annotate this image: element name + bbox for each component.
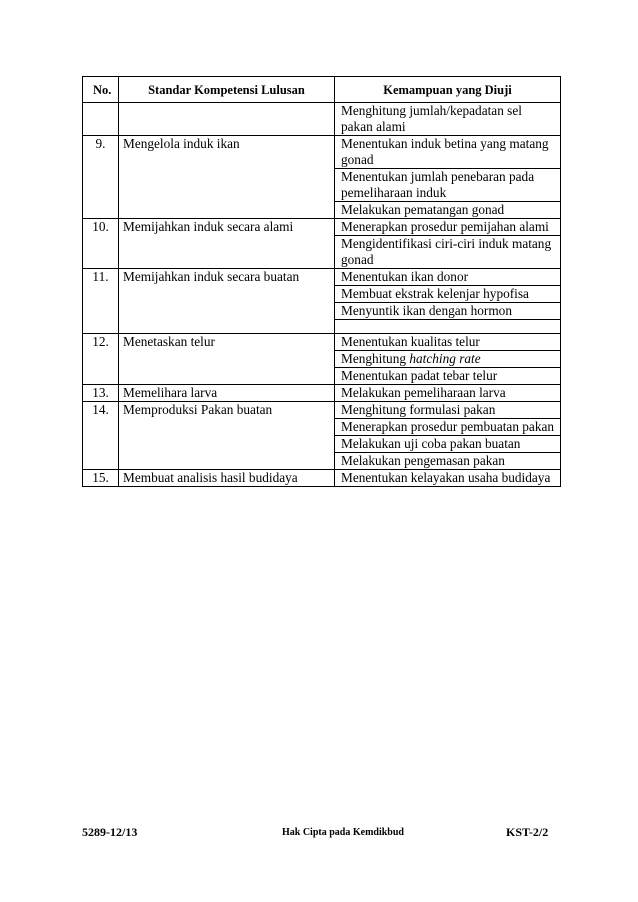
cell-kemampuan: Melakukan pematangan gonad <box>335 202 561 219</box>
cell-kemampuan: Menyuntik ikan dengan hormon <box>335 303 561 320</box>
cell-kemampuan: Melakukan pemeliharaan larva <box>335 385 561 402</box>
table-row <box>83 136 561 169</box>
cell-no: 13. <box>83 385 119 402</box>
cell-kemampuan: Mengidentifikasi ciri-ciri induk matang gonad <box>335 236 561 269</box>
cell-no <box>83 286 119 303</box>
cell-kemampuan: Menentukan jumlah penebaran pada pemeliharaan induk <box>335 169 561 202</box>
cell-kemampuan: Menentukan kelayakan usaha budidaya <box>335 470 561 487</box>
table-row <box>83 103 561 136</box>
cell-kemampuan <box>335 351 561 368</box>
table-row <box>83 219 561 236</box>
cell-no <box>83 236 119 269</box>
cell-skl <box>119 236 335 269</box>
cell-kemampuan: Menghitung jumlah/kepadatan sel pakan alami <box>335 103 561 136</box>
table-row <box>83 453 561 470</box>
cell-skl: Mengelola induk ikan <box>119 136 335 169</box>
footer-copyright: Hak Cipta pada Kemdikbud <box>282 827 404 838</box>
cell-no <box>83 368 119 385</box>
table-body <box>83 103 561 487</box>
cell-skl: Memijahkan induk secara buatan <box>119 269 335 286</box>
cell-kemampuan: Menerapkan prosedur pembuatan pakan <box>335 419 561 436</box>
cell-no <box>83 169 119 202</box>
cell-skl <box>119 169 335 202</box>
cell-kemampuan: Menentukan ikan donor <box>335 269 561 286</box>
cell-no: 10. <box>83 219 119 236</box>
cell-skl <box>119 436 335 453</box>
cell-skl <box>119 286 335 303</box>
cell-kemampuan <box>335 320 561 334</box>
table-row <box>83 320 561 334</box>
cell-no <box>83 320 119 334</box>
table-row <box>83 303 561 320</box>
cell-no <box>83 202 119 219</box>
cell-kemampuan: Menentukan induk betina yang matang gonad <box>335 136 561 169</box>
cell-skl: Memelihara larva <box>119 385 335 402</box>
cell-no: 12. <box>83 334 119 351</box>
table-row <box>83 402 561 419</box>
header-kemampuan: Kemampuan yang Diuji <box>335 77 561 103</box>
table-row <box>83 269 561 286</box>
cell-skl <box>119 103 335 136</box>
cell-no: 9. <box>83 136 119 169</box>
cell-skl <box>119 453 335 470</box>
table-row <box>83 419 561 436</box>
header-no: No. <box>83 77 119 103</box>
table-row <box>83 470 561 487</box>
cell-kemampuan: Membuat ekstrak kelenjar hypofisa <box>335 286 561 303</box>
cell-no: 14. <box>83 402 119 419</box>
cell-no <box>83 453 119 470</box>
table-row <box>83 236 561 269</box>
cell-skl <box>119 351 335 368</box>
table-row <box>83 334 561 351</box>
cell-kemampuan: Menghitung formulasi pakan <box>335 402 561 419</box>
cell-kemampuan: Melakukan uji coba pakan buatan <box>335 436 561 453</box>
cell-kemampuan: Menentukan kualitas telur <box>335 334 561 351</box>
cell-no <box>83 303 119 320</box>
cell-no: 15. <box>83 470 119 487</box>
cell-kemampuan: Menentukan padat tebar telur <box>335 368 561 385</box>
cell-no <box>83 436 119 453</box>
competency-table <box>82 76 561 487</box>
cell-skl: Memijahkan induk secara alami <box>119 219 335 236</box>
cell-no: 11. <box>83 269 119 286</box>
cell-kemampuan: Melakukan pengemasan pakan <box>335 453 561 470</box>
cell-no <box>83 419 119 436</box>
header-skl: Standar Kompetensi Lulusan <box>119 77 335 103</box>
cell-skl: Memproduksi Pakan buatan <box>119 402 335 419</box>
cell-skl <box>119 202 335 219</box>
footer-page-code: KST-2/2 <box>506 825 549 839</box>
cell-kemampuan: Menerapkan prosedur pemijahan alami <box>335 219 561 236</box>
cell-no <box>83 351 119 368</box>
table-row <box>83 351 561 368</box>
footer-doc-code: 5289-12/13 <box>82 825 138 839</box>
cell-skl <box>119 368 335 385</box>
table-row <box>83 368 561 385</box>
table-header-row <box>83 77 561 103</box>
kemampuan-italic-term: hatching rate <box>409 351 481 366</box>
table-row <box>83 202 561 219</box>
cell-skl: Membuat analisis hasil budidaya <box>119 470 335 487</box>
kemampuan-text: Menghitung <box>341 351 410 366</box>
table-row <box>83 436 561 453</box>
table-row <box>83 286 561 303</box>
table-row <box>83 169 561 202</box>
table-row <box>83 385 561 402</box>
cell-skl: Menetaskan telur <box>119 334 335 351</box>
cell-skl <box>119 320 335 334</box>
cell-skl <box>119 419 335 436</box>
cell-no <box>83 103 119 136</box>
cell-skl <box>119 303 335 320</box>
